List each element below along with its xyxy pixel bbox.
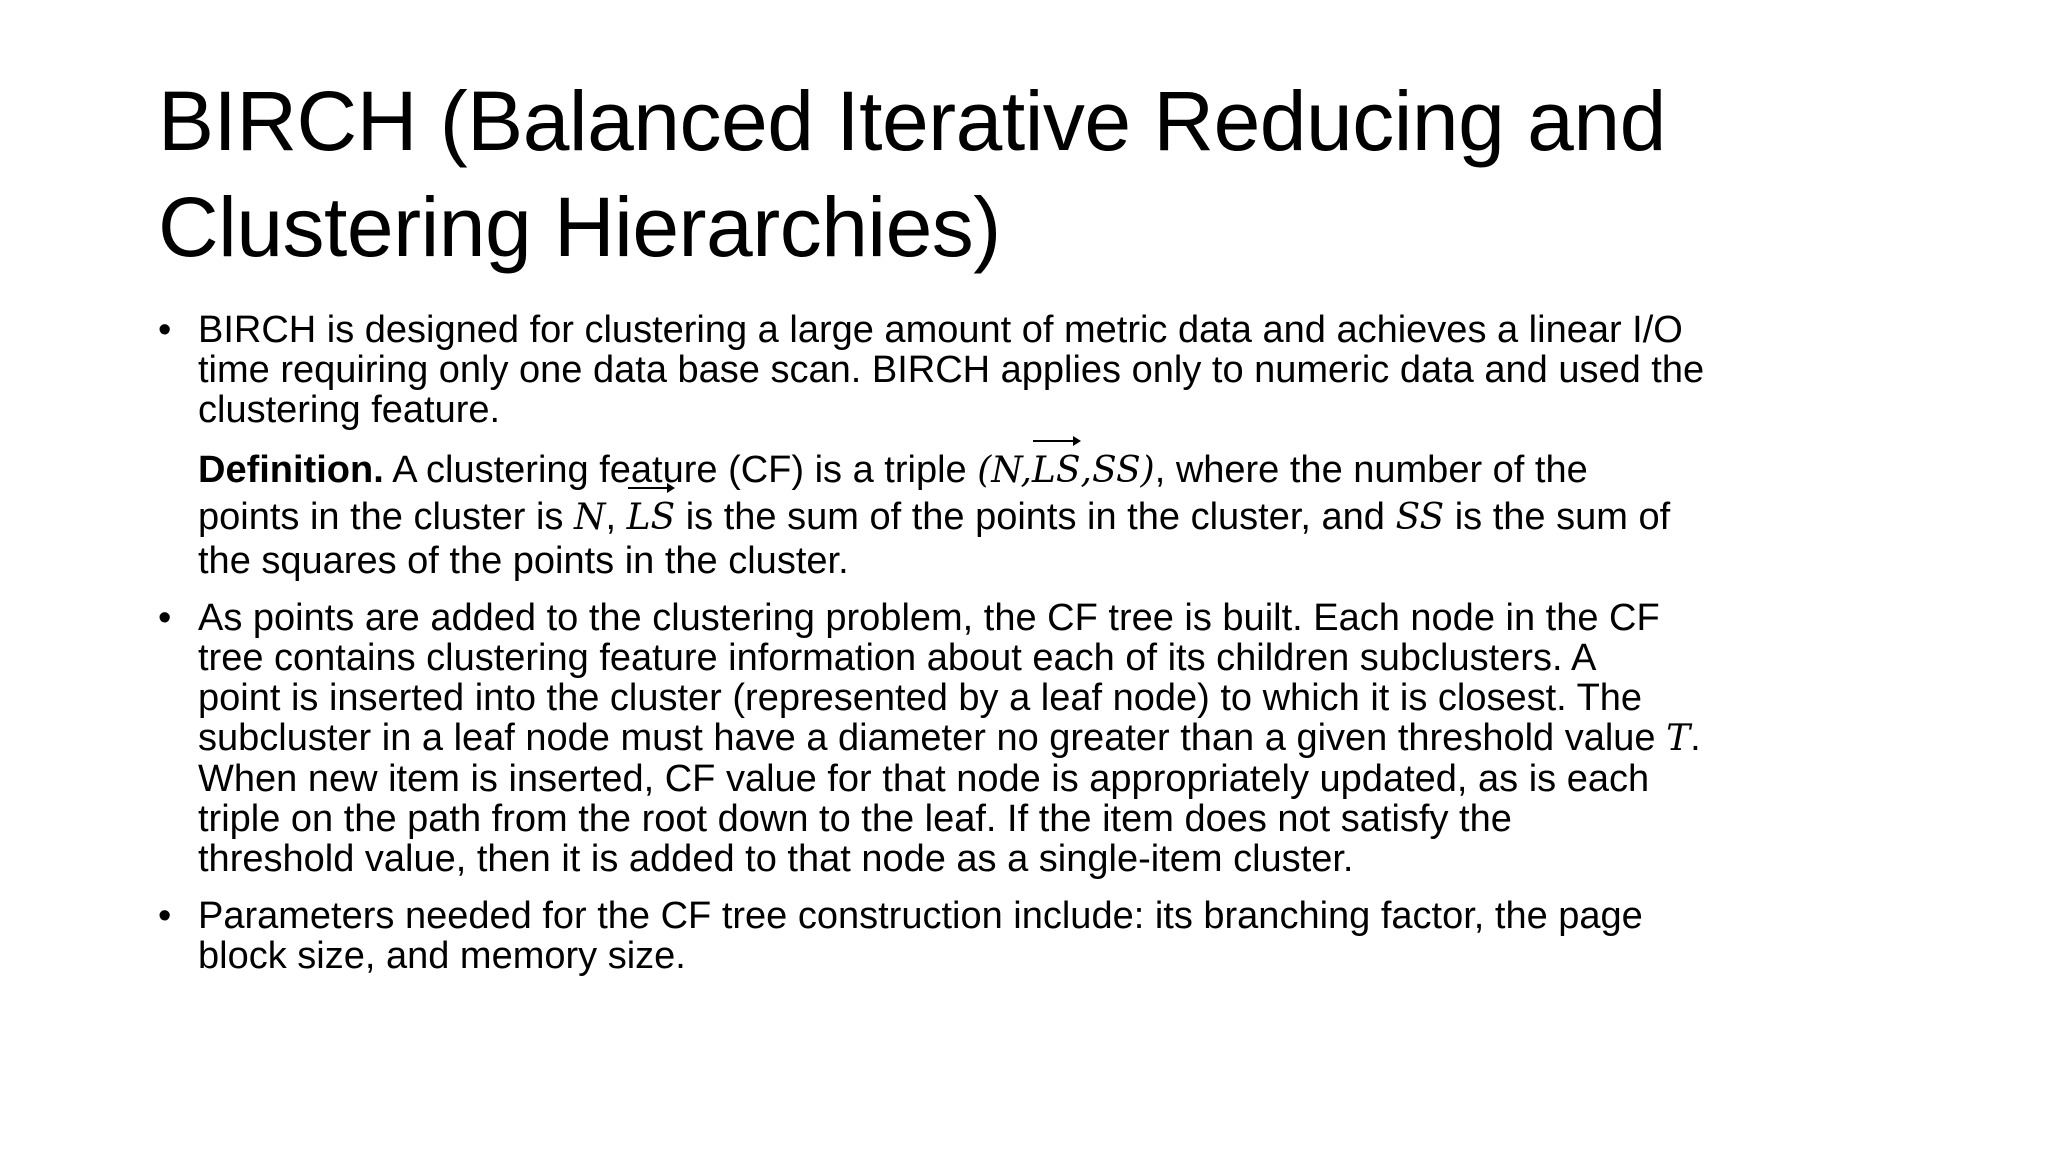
math-ss: SS xyxy=(1091,450,1141,491)
math-t: T xyxy=(1666,718,1691,759)
math-n: N xyxy=(573,497,606,538)
definition-text: points in the cluster is xyxy=(198,496,574,538)
bullet-item-birch-overview xyxy=(158,310,1918,430)
math-ss: SS xyxy=(1395,497,1445,538)
bullet-text-line: Parameters needed for the CF tree construction include: its branching factor, the page xyxy=(198,895,1643,937)
bullet-text-line: When new item is inserted, CF value for that node is appropriately updated, as is each xyxy=(198,758,1650,800)
math-comma: , xyxy=(1020,450,1032,491)
bullet-text-line: As points are added to the clustering problem, the CF tree is built. Each node in the CF xyxy=(198,597,1660,639)
title-line: BIRCH (Balanced Iterative Reducing and xyxy=(158,74,1666,168)
bullet-icon: • xyxy=(158,309,172,351)
bullet-text-line: point is inserted into the cluster (represented by a leaf node) to which it is closest. The xyxy=(198,677,1643,719)
math-paren: ) xyxy=(1140,450,1155,491)
math-ls-vector xyxy=(627,495,676,541)
math-ls: LS xyxy=(626,497,676,538)
bullet-text: . xyxy=(1690,717,1701,759)
bullet-item-parameters xyxy=(158,896,1918,976)
definition-text: is the sum of xyxy=(1444,496,1671,538)
bullet-text-line: clustering feature. xyxy=(198,389,501,431)
definition-text: A clustering feature (CF) is a triple xyxy=(383,449,978,491)
bullet-text-line xyxy=(198,718,1918,759)
definition-paragraph xyxy=(158,447,1918,581)
slide-title xyxy=(158,68,1958,280)
title-line: Clustering Hierarchies) xyxy=(158,180,1001,274)
math-ls: LS xyxy=(1031,450,1081,491)
math-comma: , xyxy=(1080,450,1092,491)
bullet-icon: • xyxy=(158,597,172,639)
vector-arrow-icon xyxy=(1032,435,1081,445)
bullet-text-line: threshold value, then it is added to that node as a single-item cluster. xyxy=(198,838,1354,880)
cf-triple xyxy=(977,450,1154,491)
definition-text: is the sum of the points in the cluster, and xyxy=(675,496,1396,538)
definition-text: , where the number of the xyxy=(1154,449,1588,491)
math-paren: ( xyxy=(977,450,992,491)
bullet-item-cf-tree xyxy=(158,598,1918,879)
bullet-text-line: triple on the path from the root down to the leaf. If the item does not satisfy the xyxy=(198,798,1512,840)
bullet-text-line: block size, and memory size. xyxy=(198,935,686,977)
definition-line xyxy=(198,494,1918,541)
bullet-text-line: tree contains clustering feature information about each of its children subclusters. A xyxy=(198,637,1597,679)
math-ls-vector xyxy=(1032,448,1081,494)
vector-arrow-icon xyxy=(627,482,676,492)
definition-line xyxy=(198,447,1918,494)
definition-line: the squares of the points in the cluster. xyxy=(198,540,849,582)
bullet-icon: • xyxy=(158,895,172,937)
bullet-text-line: time requiring only one data base scan. BIRCH applies only to numeric data and used the xyxy=(198,349,1705,391)
definition-label: Definition. xyxy=(198,449,384,491)
definition-text: , xyxy=(605,496,627,538)
slide-body xyxy=(158,310,1918,993)
bullet-text-line: BIRCH is designed for clustering a large amount of metric data and achieves a linear I/O xyxy=(198,309,1683,351)
math-n: N xyxy=(991,450,1021,491)
bullet-text: subcluster in a leaf node must have a diameter no greater than a given threshold value xyxy=(198,717,1667,759)
